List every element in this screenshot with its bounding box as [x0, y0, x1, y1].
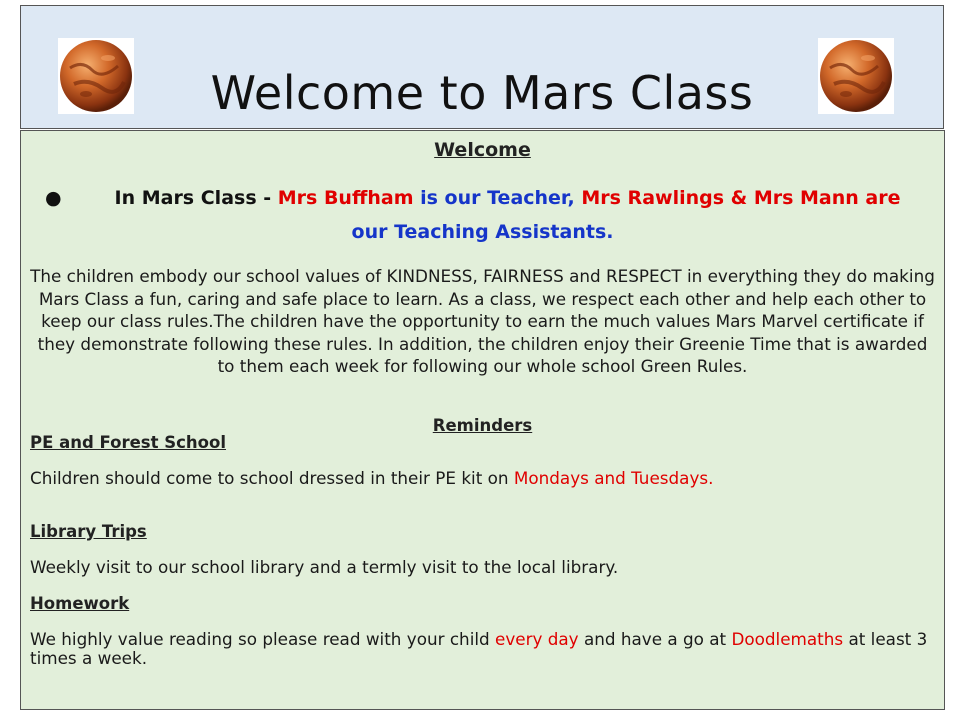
homework-heading: Homework [30, 594, 130, 613]
page-title: Welcome to Mars Class [210, 66, 754, 120]
header-banner [20, 5, 944, 129]
staff-bullet [21, 181, 944, 249]
pe-text [30, 469, 936, 488]
welcome-heading: Welcome [434, 139, 531, 161]
staff-prefix: In Mars Class - [114, 187, 278, 209]
intro-paragraph: The children embody our school values of KINDNESS, FAIRNESS and RESPECT in everything they do making Mars Class a fun, caring and safe place to learn. As a class, we respect each other and help each other to keep our class rules.The children have the opportunity to earn the much values Mars Marvel certificate if they demonstrate following these rules. In addition, the children enjoy their Greenie Time that is awarded to them each week for following our whole school Green Rules. [30, 266, 935, 376]
staff-line-row-1 [21, 181, 944, 215]
bullet-dot-icon: ● [45, 187, 62, 209]
doodlemaths: Doodlemaths [731, 629, 844, 649]
homework-text-3: at least 3 times a week. [30, 629, 928, 668]
assistant-names: Mrs Rawlings & Mrs Mann are [581, 187, 901, 209]
homework-text-1: We highly value reading so please read with your child [30, 629, 495, 649]
homework-text-2: and have a go at [578, 629, 732, 649]
teacher-name: Mrs Buffham [277, 187, 414, 209]
library-text: Weekly visit to our school library and a termly visit to the local library. [30, 557, 619, 577]
assistant-suffix: our Teaching Assistants. [351, 221, 614, 243]
teacher-suffix: is our Teacher, [413, 187, 582, 209]
reminders-heading: Reminders [432, 416, 533, 435]
pe-heading: PE and Forest School [30, 433, 227, 452]
homework-text [30, 630, 936, 668]
library-heading: Library Trips [30, 522, 147, 541]
pe-days: Mondays and Tuesdays. [513, 468, 714, 488]
content-panel [20, 130, 945, 710]
every-day: every day [495, 629, 579, 649]
pe-text-main: Children should come to school dressed in their PE kit on [30, 468, 514, 488]
